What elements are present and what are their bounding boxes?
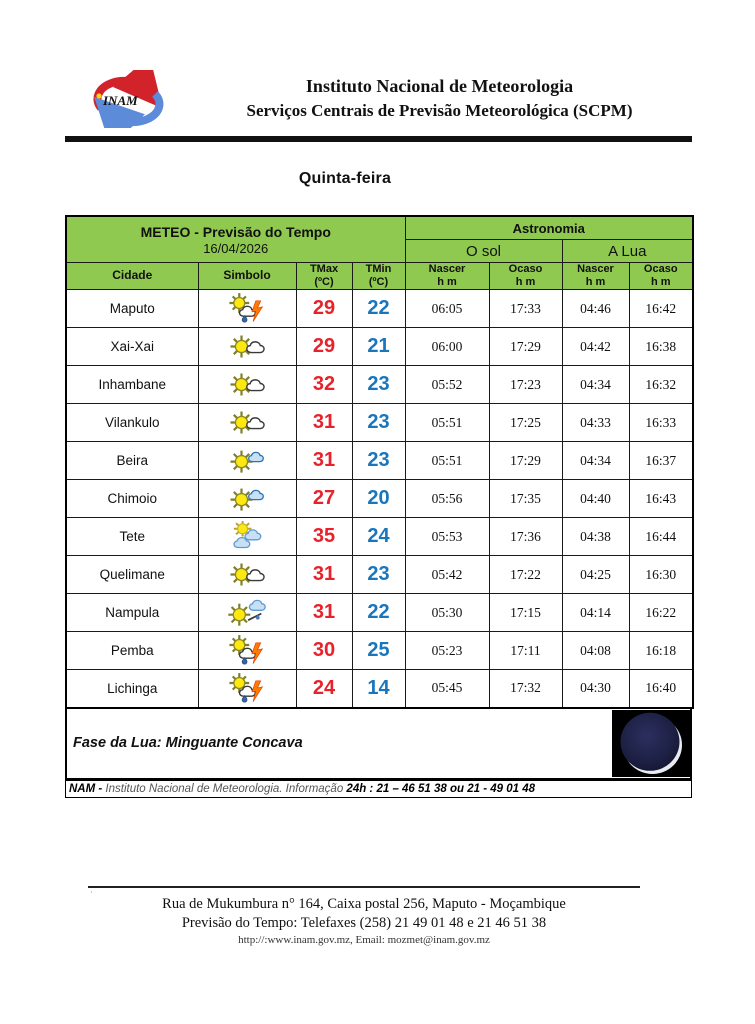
info-phones: 24h : 21 – 46 51 38 ou 21 - 49 01 48	[346, 782, 536, 795]
weather-symbol-cell	[198, 670, 296, 708]
moon-set-time: 16:37	[629, 442, 693, 480]
sun-set-time: 17:22	[489, 556, 562, 594]
forecast-row	[66, 556, 693, 594]
tmax-value: 31	[296, 556, 352, 594]
moon-rise-time: 04:38	[562, 518, 629, 556]
moon-rise-time: 04:25	[562, 556, 629, 594]
table-header-top	[66, 216, 693, 240]
footer-tick-mark: ˙	[90, 889, 93, 899]
sun-rise-time: 05:45	[405, 670, 489, 708]
weather-symbol-cell	[198, 480, 296, 518]
sun-cloud-blue-icon	[225, 444, 269, 477]
footer-web: http://:www.inam.gov.mz, Email: mozmet@inam.gov.mz	[238, 933, 490, 946]
day-title: Quinta-feira	[298, 170, 392, 187]
forecast-row	[66, 594, 693, 632]
sun-section-header: O sol	[405, 240, 562, 263]
footer-address: Rua de Mukumbura n° 164, Caixa postal 256, Maputo - Moçambique	[162, 895, 566, 912]
sun-cloud-icon	[225, 330, 269, 363]
moon-rise-time: 04:08	[562, 632, 629, 670]
city-name: Chimoio	[66, 480, 198, 518]
sun-rise-time: 06:05	[405, 290, 489, 328]
city-name: Quelimane	[66, 556, 198, 594]
sun-set-time: 17:36	[489, 518, 562, 556]
sun-set-time: 17:11	[489, 632, 562, 670]
sun-set-time: 17:33	[489, 290, 562, 328]
tmin-value: 22	[352, 594, 405, 632]
moon-set-time: 16:38	[629, 328, 693, 366]
city-name: Nampula	[66, 594, 198, 632]
tmin-value: 21	[352, 328, 405, 366]
moon-set-time: 16:32	[629, 366, 693, 404]
moon-set-time: 16:33	[629, 404, 693, 442]
tmin-value: 23	[352, 442, 405, 480]
document-footer	[88, 886, 640, 946]
col-tmax: TMax (ºC)	[296, 263, 352, 290]
tmin-value: 23	[352, 556, 405, 594]
tmax-value: 30	[296, 632, 352, 670]
waning-crescent-moon-image	[612, 710, 690, 777]
sun-set-time: 17:32	[489, 670, 562, 708]
moon-set-time: 16:22	[629, 594, 693, 632]
weather-symbol-cell	[198, 366, 296, 404]
forecast-row	[66, 480, 693, 518]
weather-symbol-cell	[198, 404, 296, 442]
col-sun-set: Ocaso h m	[489, 263, 562, 290]
sun-cloud-icon	[225, 406, 269, 439]
org-subtitle: Serviços Centrais de Previsão Meteorológica (SCPM)	[246, 101, 633, 120]
moon-rise-time: 04:33	[562, 404, 629, 442]
footer-divider	[88, 886, 640, 899]
forecast-row	[66, 442, 693, 480]
forecast-row	[66, 518, 693, 556]
sun-set-time: 17:15	[489, 594, 562, 632]
sun-storm-icon	[225, 672, 269, 705]
moon-phase-label: Fase da Lua: Minguante Concava	[73, 735, 303, 751]
col-symbol: Simbolo	[198, 263, 296, 290]
tmax-value: 27	[296, 480, 352, 518]
sun-rise-time: 05:56	[405, 480, 489, 518]
moon-rise-time: 04:46	[562, 290, 629, 328]
forecast-date: 16/04/2026	[203, 240, 269, 256]
moon-set-time: 16:44	[629, 518, 693, 556]
info-prefix: NAM -	[69, 782, 103, 795]
weather-symbol-cell	[198, 556, 296, 594]
sun-cloud-blue-icon	[225, 482, 269, 515]
tmin-value: 25	[352, 632, 405, 670]
sun-rise-time: 05:30	[405, 594, 489, 632]
weather-symbol-cell	[198, 594, 296, 632]
city-name: Vilankulo	[66, 404, 198, 442]
sun-storm-icon	[225, 634, 269, 667]
org-title	[184, 70, 755, 121]
forecast-table	[65, 215, 694, 709]
document-header	[0, 0, 755, 128]
sun-set-time: 17:35	[489, 480, 562, 518]
sun-set-time: 17:23	[489, 366, 562, 404]
sun-set-time: 17:25	[489, 404, 562, 442]
city-name: Tete	[66, 518, 198, 556]
sun-rain-cloud-icon	[225, 596, 269, 629]
moon-rise-time: 04:14	[562, 594, 629, 632]
tmin-value: 23	[352, 404, 405, 442]
weather-symbol-cell	[198, 442, 296, 480]
sun-rise-time: 05:42	[405, 556, 489, 594]
sun-rise-time: 05:53	[405, 518, 489, 556]
sun-cloud-icon	[225, 558, 269, 591]
moon-set-time: 16:40	[629, 670, 693, 708]
forecast-row	[66, 632, 693, 670]
moon-rise-time: 04:42	[562, 328, 629, 366]
astronomia-header: Astronomia	[405, 216, 693, 240]
moon-rise-time: 04:34	[562, 442, 629, 480]
meteo-header-cell	[66, 216, 405, 263]
weather-symbol-cell	[198, 328, 296, 366]
col-moon-set: Ocaso h m	[629, 263, 693, 290]
sun-set-time: 17:29	[489, 328, 562, 366]
tmin-value: 22	[352, 290, 405, 328]
weather-symbol-cell	[198, 518, 296, 556]
tmax-value: 31	[296, 404, 352, 442]
sun-rise-time: 05:23	[405, 632, 489, 670]
moon-rise-time: 04:34	[562, 366, 629, 404]
forecast-row	[66, 404, 693, 442]
sun-rise-time: 05:51	[405, 404, 489, 442]
tmax-value: 24	[296, 670, 352, 708]
header-divider	[65, 136, 692, 142]
moon-set-time: 16:42	[629, 290, 693, 328]
moon-set-time: 16:18	[629, 632, 693, 670]
sun-rise-time: 05:51	[405, 442, 489, 480]
tmax-value: 29	[296, 328, 352, 366]
moon-set-time: 16:30	[629, 556, 693, 594]
weather-symbol-cell	[198, 290, 296, 328]
sun-behind-clouds-icon	[225, 520, 269, 553]
tmin-value: 14	[352, 670, 405, 708]
city-name: Inhambane	[66, 366, 198, 404]
forecast-row	[66, 670, 693, 708]
table-column-headers	[66, 263, 693, 290]
moon-rise-time: 04:30	[562, 670, 629, 708]
forecast-row	[66, 366, 693, 404]
tmax-value: 31	[296, 594, 352, 632]
city-name: Beira	[66, 442, 198, 480]
info-bar	[65, 780, 692, 798]
col-moon-rise: Nascer h m	[562, 263, 629, 290]
tmax-value: 31	[296, 442, 352, 480]
sun-storm-icon	[225, 292, 269, 325]
meteo-title: METEO - Previsão do Tempo	[140, 223, 331, 240]
forecast-row	[66, 290, 693, 328]
city-name: Pemba	[66, 632, 198, 670]
forecast-row	[66, 328, 693, 366]
tmin-value: 24	[352, 518, 405, 556]
moon-rise-time: 04:40	[562, 480, 629, 518]
svg-text:INAM: INAM	[103, 93, 138, 108]
city-name: Xai-Xai	[66, 328, 198, 366]
weather-symbol-cell	[198, 632, 296, 670]
tmax-value: 29	[296, 290, 352, 328]
info-middle: Instituto Nacional de Meteorologia. Informação	[102, 782, 347, 795]
col-tmin: TMin (ºC)	[352, 263, 405, 290]
footer-phone: Previsão do Tempo: Telefaxes (258) 21 49 01 48 e 21 46 51 38	[181, 914, 547, 931]
sun-rise-time: 06:00	[405, 328, 489, 366]
sun-rise-time: 05:52	[405, 366, 489, 404]
moon-set-time: 16:43	[629, 480, 693, 518]
inam-logo-icon	[72, 70, 184, 128]
tmin-value: 23	[352, 366, 405, 404]
moon-phase-row	[65, 709, 692, 780]
org-name: Instituto Nacional de Meteorologia	[305, 76, 574, 96]
col-city: Cidade	[66, 263, 198, 290]
tmin-value: 20	[352, 480, 405, 518]
tmax-value: 32	[296, 366, 352, 404]
city-name: Lichinga	[66, 670, 198, 708]
moon-section-header: A Lua	[562, 240, 693, 263]
col-sun-rise: Nascer h m	[405, 263, 489, 290]
sun-cloud-icon	[225, 368, 269, 401]
city-name: Maputo	[66, 290, 198, 328]
tmax-value: 35	[296, 518, 352, 556]
sun-set-time: 17:29	[489, 442, 562, 480]
